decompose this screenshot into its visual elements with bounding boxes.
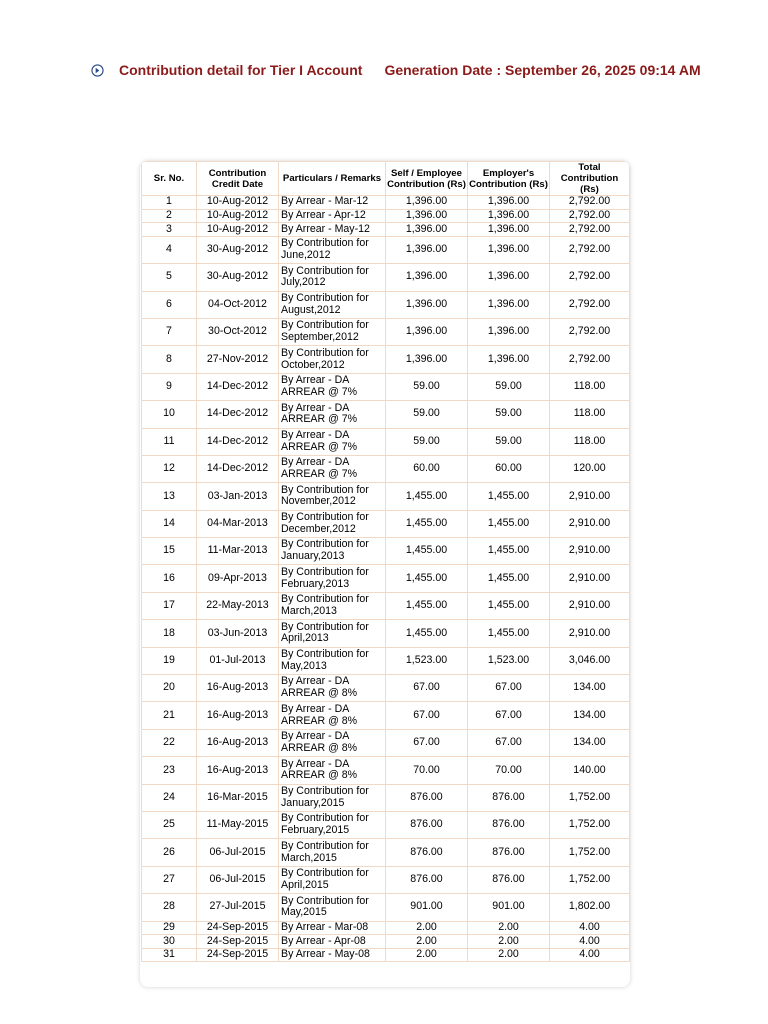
cell-total-contribution: 118.00 [550,428,630,455]
cell-sr-no: 6 [142,291,197,318]
cell-self-contribution: 60.00 [386,455,468,482]
cell-sr-no: 20 [142,675,197,702]
cell-particulars: By Contribution for January,2013 [279,538,386,565]
table-row [142,811,630,838]
table-row [142,729,630,756]
cell-particulars: By Contribution for November,2012 [279,483,386,510]
cell-self-contribution: 59.00 [386,428,468,455]
table-row [142,894,630,921]
cell-total-contribution: 1,802.00 [550,894,630,921]
cell-particulars: By Contribution for August,2012 [279,291,386,318]
cell-sr-no: 22 [142,729,197,756]
cell-self-contribution: 1,396.00 [386,223,468,237]
table-row [142,318,630,345]
cell-sr-no: 17 [142,592,197,619]
cell-employer-contribution: 1,523.00 [468,647,550,674]
table-row [142,209,630,223]
cell-total-contribution: 134.00 [550,702,630,729]
col-header-employer-contribution: Employer's Contribution (Rs) [468,162,550,196]
table-row [142,948,630,962]
cell-self-contribution: 876.00 [386,866,468,893]
cell-credit-date: 22-May-2013 [197,592,279,619]
cell-employer-contribution: 59.00 [468,373,550,400]
cell-credit-date: 10-Aug-2012 [197,196,279,210]
cell-self-contribution: 1,396.00 [386,264,468,291]
cell-total-contribution: 2,792.00 [550,209,630,223]
cell-sr-no: 3 [142,223,197,237]
cell-sr-no: 5 [142,264,197,291]
cell-employer-contribution: 1,455.00 [468,483,550,510]
table-row [142,839,630,866]
cell-self-contribution: 1,396.00 [386,196,468,210]
cell-sr-no: 7 [142,318,197,345]
cell-credit-date: 11-Mar-2013 [197,538,279,565]
cell-self-contribution: 1,523.00 [386,647,468,674]
cell-employer-contribution: 67.00 [468,675,550,702]
circle-arrow-icon [91,64,104,77]
table-row [142,538,630,565]
cell-self-contribution: 876.00 [386,784,468,811]
cell-credit-date: 06-Jul-2015 [197,866,279,893]
cell-credit-date: 16-Aug-2013 [197,675,279,702]
table-row [142,757,630,784]
cell-self-contribution: 67.00 [386,702,468,729]
cell-particulars: By Arrear - DA ARREAR @ 8% [279,675,386,702]
table-header-row [142,162,630,196]
cell-sr-no: 15 [142,538,197,565]
cell-self-contribution: 1,396.00 [386,346,468,373]
cell-particulars: By Arrear - DA ARREAR @ 8% [279,729,386,756]
cell-employer-contribution: 1,396.00 [468,291,550,318]
cell-particulars: By Arrear - DA ARREAR @ 7% [279,455,386,482]
cell-employer-contribution: 876.00 [468,839,550,866]
table-row [142,196,630,210]
cell-total-contribution: 2,792.00 [550,318,630,345]
cell-self-contribution: 70.00 [386,757,468,784]
cell-sr-no: 12 [142,455,197,482]
cell-self-contribution: 901.00 [386,894,468,921]
table-row [142,620,630,647]
table-row [142,291,630,318]
cell-employer-contribution: 1,396.00 [468,196,550,210]
cell-employer-contribution: 1,455.00 [468,510,550,537]
cell-credit-date: 27-Jul-2015 [197,894,279,921]
table-row [142,510,630,537]
cell-employer-contribution: 1,455.00 [468,592,550,619]
cell-credit-date: 16-Aug-2013 [197,729,279,756]
cell-credit-date: 14-Dec-2012 [197,455,279,482]
cell-credit-date: 01-Jul-2013 [197,647,279,674]
cell-sr-no: 28 [142,894,197,921]
cell-employer-contribution: 60.00 [468,455,550,482]
cell-credit-date: 06-Jul-2015 [197,839,279,866]
cell-credit-date: 03-Jan-2013 [197,483,279,510]
cell-total-contribution: 1,752.00 [550,866,630,893]
cell-employer-contribution: 1,396.00 [468,236,550,263]
cell-self-contribution: 876.00 [386,839,468,866]
cell-total-contribution: 118.00 [550,373,630,400]
cell-sr-no: 9 [142,373,197,400]
table-row [142,565,630,592]
cell-total-contribution: 120.00 [550,455,630,482]
table-row [142,935,630,949]
cell-employer-contribution: 1,455.00 [468,538,550,565]
col-header-self-contribution: Self / Employee Contribution (Rs) [386,162,468,196]
cell-self-contribution: 2.00 [386,948,468,962]
table-row [142,592,630,619]
cell-total-contribution: 2,910.00 [550,510,630,537]
cell-sr-no: 27 [142,866,197,893]
cell-employer-contribution: 1,396.00 [468,209,550,223]
cell-total-contribution: 2,792.00 [550,264,630,291]
cell-credit-date: 16-Aug-2013 [197,757,279,784]
table-row [142,401,630,428]
cell-sr-no: 10 [142,401,197,428]
cell-self-contribution: 1,396.00 [386,318,468,345]
cell-self-contribution: 1,455.00 [386,592,468,619]
cell-particulars: By Contribution for December,2012 [279,510,386,537]
cell-total-contribution: 134.00 [550,675,630,702]
cell-total-contribution: 2,910.00 [550,538,630,565]
cell-total-contribution: 4.00 [550,948,630,962]
cell-sr-no: 19 [142,647,197,674]
cell-total-contribution: 2,792.00 [550,223,630,237]
cell-particulars: By Arrear - May-08 [279,948,386,962]
cell-particulars: By Arrear - DA ARREAR @ 8% [279,757,386,784]
cell-total-contribution: 1,752.00 [550,839,630,866]
cell-total-contribution: 4.00 [550,921,630,935]
cell-particulars: By Arrear - DA ARREAR @ 7% [279,401,386,428]
cell-self-contribution: 1,455.00 [386,510,468,537]
cell-employer-contribution: 2.00 [468,921,550,935]
cell-sr-no: 31 [142,948,197,962]
col-header-total-contribution: Total Contribution (Rs) [550,162,630,196]
cell-employer-contribution: 59.00 [468,428,550,455]
cell-self-contribution: 2.00 [386,935,468,949]
table-row [142,647,630,674]
cell-total-contribution: 134.00 [550,729,630,756]
cell-credit-date: 14-Dec-2012 [197,401,279,428]
cell-credit-date: 24-Sep-2015 [197,948,279,962]
contribution-table-container [140,161,630,987]
cell-credit-date: 09-Apr-2013 [197,565,279,592]
cell-self-contribution: 1,455.00 [386,565,468,592]
table-row [142,264,630,291]
table-row [142,373,630,400]
cell-particulars: By Arrear - Apr-12 [279,209,386,223]
cell-self-contribution: 1,455.00 [386,538,468,565]
cell-particulars: By Contribution for May,2015 [279,894,386,921]
cell-sr-no: 13 [142,483,197,510]
cell-total-contribution: 2,910.00 [550,565,630,592]
cell-sr-no: 21 [142,702,197,729]
cell-sr-no: 11 [142,428,197,455]
cell-credit-date: 11-May-2015 [197,811,279,838]
table-row [142,921,630,935]
cell-self-contribution: 1,396.00 [386,209,468,223]
cell-sr-no: 30 [142,935,197,949]
cell-employer-contribution: 59.00 [468,401,550,428]
generation-date: Generation Date : September 26, 2025 09:14 AM [384,62,701,78]
col-header-sr-no: Sr. No. [142,162,197,196]
cell-particulars: By Contribution for February,2013 [279,565,386,592]
cell-particulars: By Contribution for September,2012 [279,318,386,345]
cell-self-contribution: 1,455.00 [386,620,468,647]
cell-credit-date: 14-Dec-2012 [197,428,279,455]
cell-sr-no: 14 [142,510,197,537]
cell-particulars: By Contribution for April,2015 [279,866,386,893]
table-row [142,455,630,482]
cell-total-contribution: 140.00 [550,757,630,784]
cell-sr-no: 2 [142,209,197,223]
cell-sr-no: 26 [142,839,197,866]
cell-particulars: By Contribution for March,2013 [279,592,386,619]
cell-self-contribution: 59.00 [386,373,468,400]
cell-total-contribution: 2,910.00 [550,620,630,647]
cell-total-contribution: 1,752.00 [550,811,630,838]
cell-employer-contribution: 1,396.00 [468,223,550,237]
cell-employer-contribution: 876.00 [468,784,550,811]
cell-sr-no: 23 [142,757,197,784]
contribution-table [141,161,630,962]
cell-employer-contribution: 70.00 [468,757,550,784]
cell-self-contribution: 67.00 [386,675,468,702]
cell-employer-contribution: 1,396.00 [468,318,550,345]
cell-credit-date: 16-Mar-2015 [197,784,279,811]
cell-employer-contribution: 67.00 [468,729,550,756]
table-body [142,196,630,962]
cell-credit-date: 10-Aug-2012 [197,223,279,237]
cell-credit-date: 03-Jun-2013 [197,620,279,647]
cell-particulars: By Contribution for February,2015 [279,811,386,838]
table-row [142,866,630,893]
cell-employer-contribution: 67.00 [468,702,550,729]
table-row [142,483,630,510]
cell-particulars: By Arrear - DA ARREAR @ 7% [279,428,386,455]
cell-particulars: By Contribution for October,2012 [279,346,386,373]
cell-total-contribution: 2,792.00 [550,291,630,318]
cell-self-contribution: 59.00 [386,401,468,428]
cell-self-contribution: 1,396.00 [386,236,468,263]
cell-employer-contribution: 2.00 [468,935,550,949]
cell-credit-date: 27-Nov-2012 [197,346,279,373]
cell-credit-date: 04-Mar-2013 [197,510,279,537]
cell-particulars: By Contribution for April,2013 [279,620,386,647]
cell-particulars: By Arrear - May-12 [279,223,386,237]
cell-particulars: By Arrear - Apr-08 [279,935,386,949]
cell-credit-date: 30-Aug-2012 [197,236,279,263]
cell-total-contribution: 2,792.00 [550,196,630,210]
cell-particulars: By Arrear - DA ARREAR @ 8% [279,702,386,729]
cell-particulars: By Contribution for June,2012 [279,236,386,263]
cell-total-contribution: 1,752.00 [550,784,630,811]
cell-employer-contribution: 1,396.00 [468,346,550,373]
cell-employer-contribution: 1,455.00 [468,565,550,592]
col-header-credit-date: Contribution Credit Date [197,162,279,196]
table-row [142,346,630,373]
cell-total-contribution: 2,792.00 [550,346,630,373]
cell-sr-no: 18 [142,620,197,647]
report-title: Contribution detail for Tier I Account [119,62,363,78]
cell-sr-no: 25 [142,811,197,838]
table-row [142,702,630,729]
cell-total-contribution: 3,046.00 [550,647,630,674]
cell-particulars: By Contribution for July,2012 [279,264,386,291]
cell-credit-date: 14-Dec-2012 [197,373,279,400]
cell-credit-date: 24-Sep-2015 [197,935,279,949]
cell-credit-date: 04-Oct-2012 [197,291,279,318]
cell-sr-no: 29 [142,921,197,935]
cell-employer-contribution: 1,455.00 [468,620,550,647]
cell-self-contribution: 1,396.00 [386,291,468,318]
cell-total-contribution: 2,910.00 [550,592,630,619]
cell-credit-date: 30-Aug-2012 [197,264,279,291]
cell-employer-contribution: 876.00 [468,811,550,838]
table-row [142,675,630,702]
cell-employer-contribution: 2.00 [468,948,550,962]
cell-self-contribution: 67.00 [386,729,468,756]
cell-sr-no: 8 [142,346,197,373]
cell-employer-contribution: 1,396.00 [468,264,550,291]
cell-credit-date: 16-Aug-2013 [197,702,279,729]
table-row [142,223,630,237]
cell-employer-contribution: 901.00 [468,894,550,921]
cell-employer-contribution: 876.00 [468,866,550,893]
cell-sr-no: 16 [142,565,197,592]
cell-credit-date: 30-Oct-2012 [197,318,279,345]
cell-sr-no: 4 [142,236,197,263]
cell-self-contribution: 2.00 [386,921,468,935]
cell-particulars: By Contribution for May,2013 [279,647,386,674]
cell-total-contribution: 4.00 [550,935,630,949]
col-header-particulars: Particulars / Remarks [279,162,386,196]
table-row [142,236,630,263]
cell-particulars: By Arrear - Mar-08 [279,921,386,935]
cell-self-contribution: 876.00 [386,811,468,838]
cell-total-contribution: 2,792.00 [550,236,630,263]
cell-total-contribution: 2,910.00 [550,483,630,510]
table-row [142,428,630,455]
cell-sr-no: 1 [142,196,197,210]
cell-particulars: By Contribution for March,2015 [279,839,386,866]
report-header [91,62,701,78]
cell-self-contribution: 1,455.00 [386,483,468,510]
cell-credit-date: 24-Sep-2015 [197,921,279,935]
cell-particulars: By Contribution for January,2015 [279,784,386,811]
cell-sr-no: 24 [142,784,197,811]
cell-credit-date: 10-Aug-2012 [197,209,279,223]
cell-particulars: By Arrear - DA ARREAR @ 7% [279,373,386,400]
table-row [142,784,630,811]
cell-particulars: By Arrear - Mar-12 [279,196,386,210]
cell-total-contribution: 118.00 [550,401,630,428]
